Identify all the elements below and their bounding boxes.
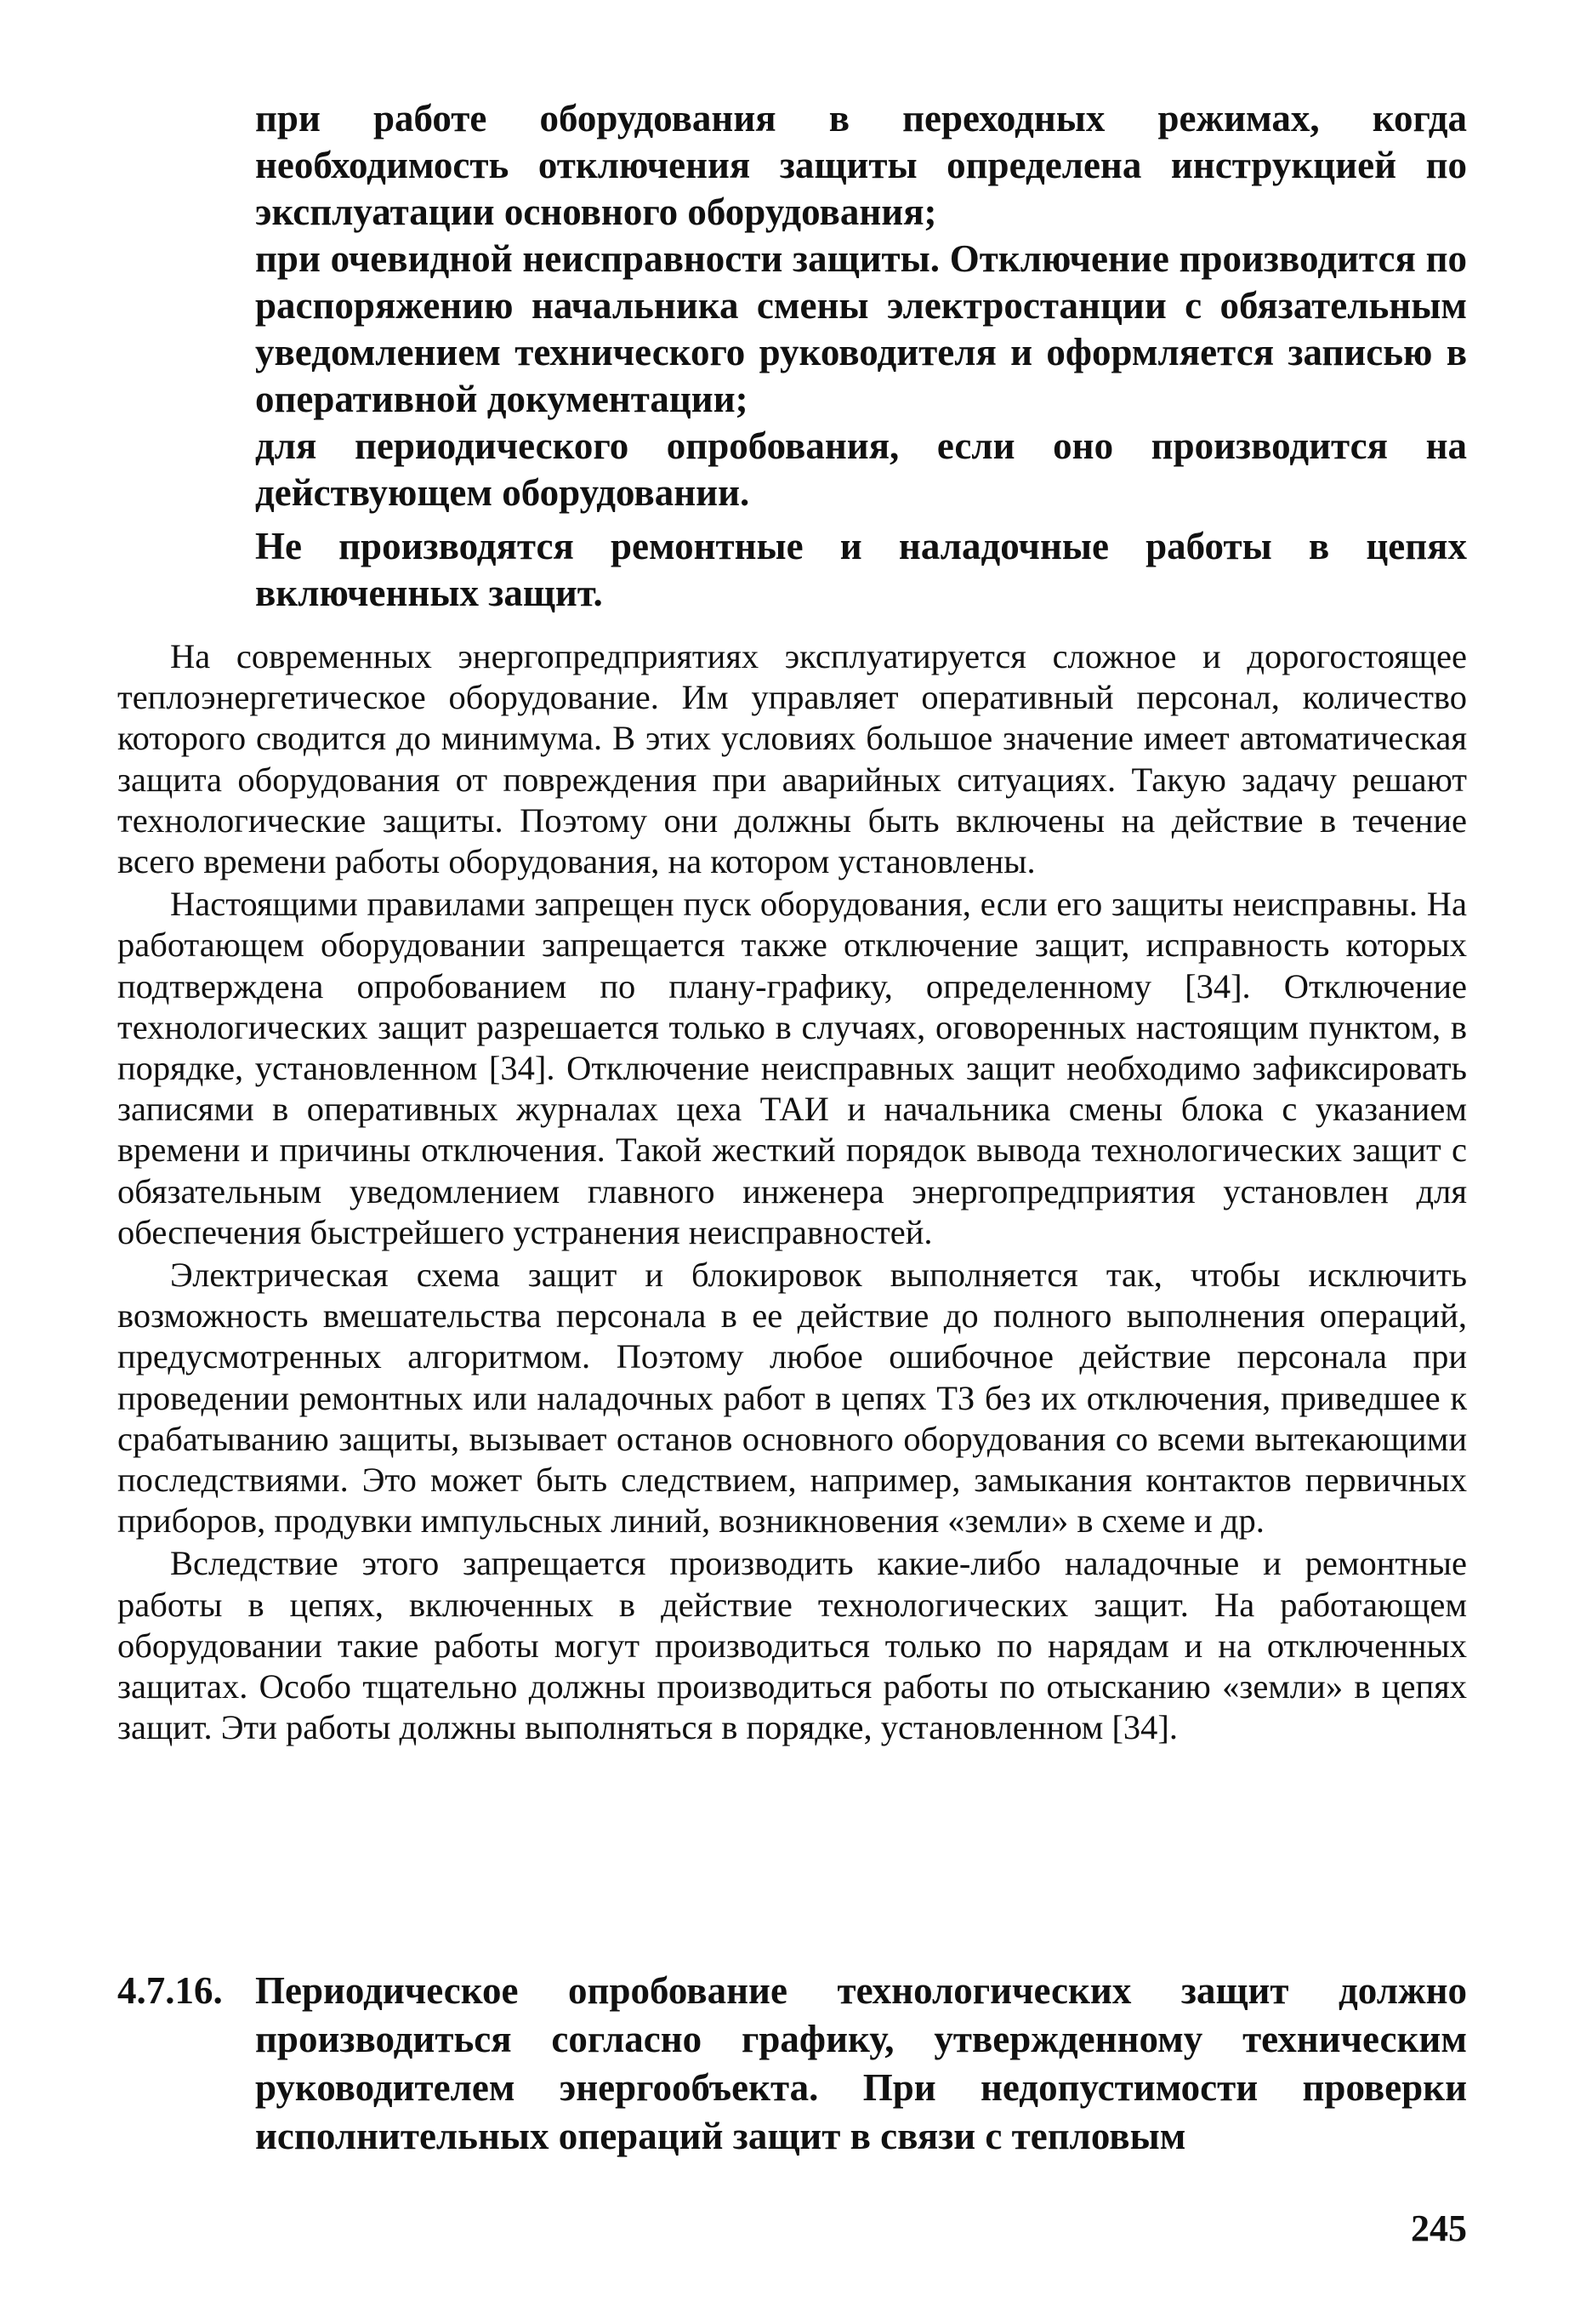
section-number: 4.7.16. <box>117 1969 223 2012</box>
section-heading <box>117 1967 1467 2161</box>
rule-item: при очевидной неисправности защиты. Отключение производится по распоряжению начальника смены электростанции с обязательным уведомлением технического руководителя и оформляется записью в оперативной документации; <box>255 237 1467 420</box>
rule-item: Не производятся ремонтные и наладочные работы в цепях включенных защит. <box>255 525 1467 614</box>
paragraph: Настоящими правилами запрещен пуск оборудования, если его защиты неисправны. На работающем оборудовании запрещается также отключение защит, исправность которых подтверждена опробованием по плану-графику, определенному [34]. Отключение технологических защит разрешается только в случаях, оговоренных настоящим пунктом, в порядке, установленном [34]. Отключение неисправных защит необходимо зафиксировать записями в оперативных журналах цеха ТАИ и начальника смены блока с указанием времени и причины отключения. Такой жесткий порядок вывода технологических защит с обязательным уведомлением главного инженера энергопредприятия установлен для обеспечения быстрейшего устранения неисправностей. <box>117 885 1467 1251</box>
paragraph: Вследствие этого запрещается производить какие-либо наладочные и ремонтные работы в цепях, включенных в действие технологических защит. На работающем оборудовании такие работы могут производиться только по нарядам и на отключенных защитах. Особо тщательно должны производиться работы по отысканию «земли» в цепях защит. Эти работы должны выполняться в порядке, установленном [34]. <box>117 1544 1467 1747</box>
commentary-text <box>117 636 1467 1750</box>
rule-list <box>255 95 1467 617</box>
paragraph: На современных энергопредприятиях эксплуатируется сложное и дорогостоящее теплоэнергетическое оборудование. Им управляет оперативный персонал, количество которого сводится до минимума. В этих условиях большое значение имеет автоматическая защита оборудования от повреждения при аварийных ситуациях. Такую задачу решают технологические защиты. Поэтому они должны быть включены на действие в течение всего времени работы оборудования, на котором установлены. <box>117 637 1467 881</box>
section-text: Периодическое опробование технологических защит должно производиться согласно графику, утвержденному техническим руководителем энергообъекта. При недопустимости проверки исполнительных операций защит в связи с тепловым <box>255 1969 1467 2157</box>
rule-item: при работе оборудования в переходных режимах, когда необходимость отключения защиты определена инструкцией по эксплуатации основного оборудования; <box>255 97 1467 233</box>
page-number: 245 <box>1411 2207 1467 2249</box>
rule-item: для периодического опробования, если оно производится на действующем оборудовании. <box>255 424 1467 514</box>
paragraph: Электрическая схема защит и блокировок выполняется так, чтобы исключить возможность вмешательства персонала в ее действие до полного выполнения операций, предусмотренных алгоритмом. Поэтому любое ошибочное действие персонала при проведении ремонтных или наладочных работ в цепях ТЗ без их отключения, приведшее к срабатыванию защиты, вызывает останов основного оборудования со всеми вытекающими последствиями. Это может быть следствием, например, замыкания контактов первичных приборов, продувки импульсных линий, возникновения «земли» в схеме и др. <box>117 1256 1467 1541</box>
